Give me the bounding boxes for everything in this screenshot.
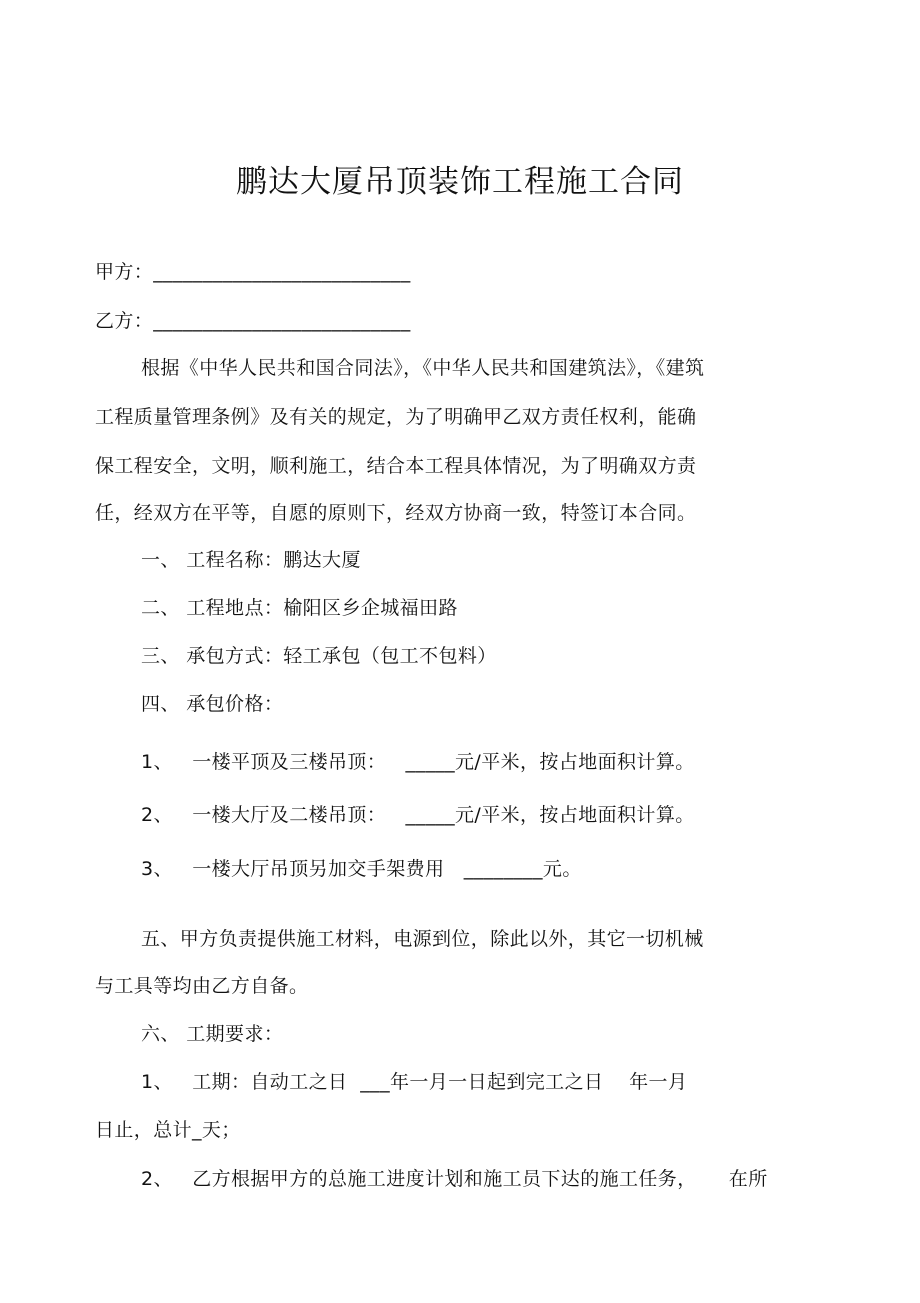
- section-materials-line-1: 五、甲方负责提供施工材料，电源到位，除此以外，其它一切机械: [141, 928, 704, 950]
- price-item-2: 2、 一楼大厅及二楼吊顶： _____元/平米，按占地面积计算。: [141, 804, 695, 826]
- price-item-1: 1、 一楼平顶及三楼吊顶： _____元/平米，按占地面积计算。: [141, 751, 695, 773]
- party-a-line: 甲方：__________________________: [95, 261, 411, 283]
- section-schedule: 六、 工期要求：: [141, 1023, 284, 1045]
- preamble-line-3: 保工程安全，文明，顺利施工，结合本工程具体情况，为了明确双方责: [95, 455, 697, 477]
- section-materials-line-2: 与工具等均由乙方自备。: [95, 975, 309, 997]
- preamble-line-2: 工程质量管理条例》及有关的规定，为了明确甲乙双方责任权利，能确: [95, 406, 697, 428]
- schedule-item-2-line-1: 2、 乙方根据甲方的总施工进度计划和施工员下达的施工任务， 在所: [141, 1168, 768, 1190]
- document-title: 鹏达大厦吊顶装饰工程施工合同: [236, 164, 684, 200]
- section-project-location: 二、 工程地点：榆阳区乡企城福田路: [141, 597, 458, 619]
- section-contract-method: 三、 承包方式：轻工承包（包工不包料）: [141, 645, 497, 667]
- schedule-item-1-line-1: 1、 工期：自动工之日 ___年一月一日起到完工之日 年一月: [141, 1071, 688, 1093]
- preamble-line-1: 根据《中华人民共和国合同法》，《中华人民共和国建筑法》，《建筑: [141, 357, 705, 379]
- party-b-line: 乙方：__________________________: [95, 310, 411, 332]
- preamble-line-4: 任，经双方在平等，自愿的原则下，经双方协商一致，特签订本合同。: [95, 502, 697, 524]
- schedule-item-1-line-2: 日止，总计_天；: [95, 1119, 241, 1141]
- section-project-name: 一、 工程名称：鹏达大厦: [141, 549, 361, 571]
- price-item-3: 3、 一楼大厅吊顶另加交手架费用 ________元。: [141, 858, 582, 880]
- section-contract-price: 四、 承包价格：: [141, 693, 284, 715]
